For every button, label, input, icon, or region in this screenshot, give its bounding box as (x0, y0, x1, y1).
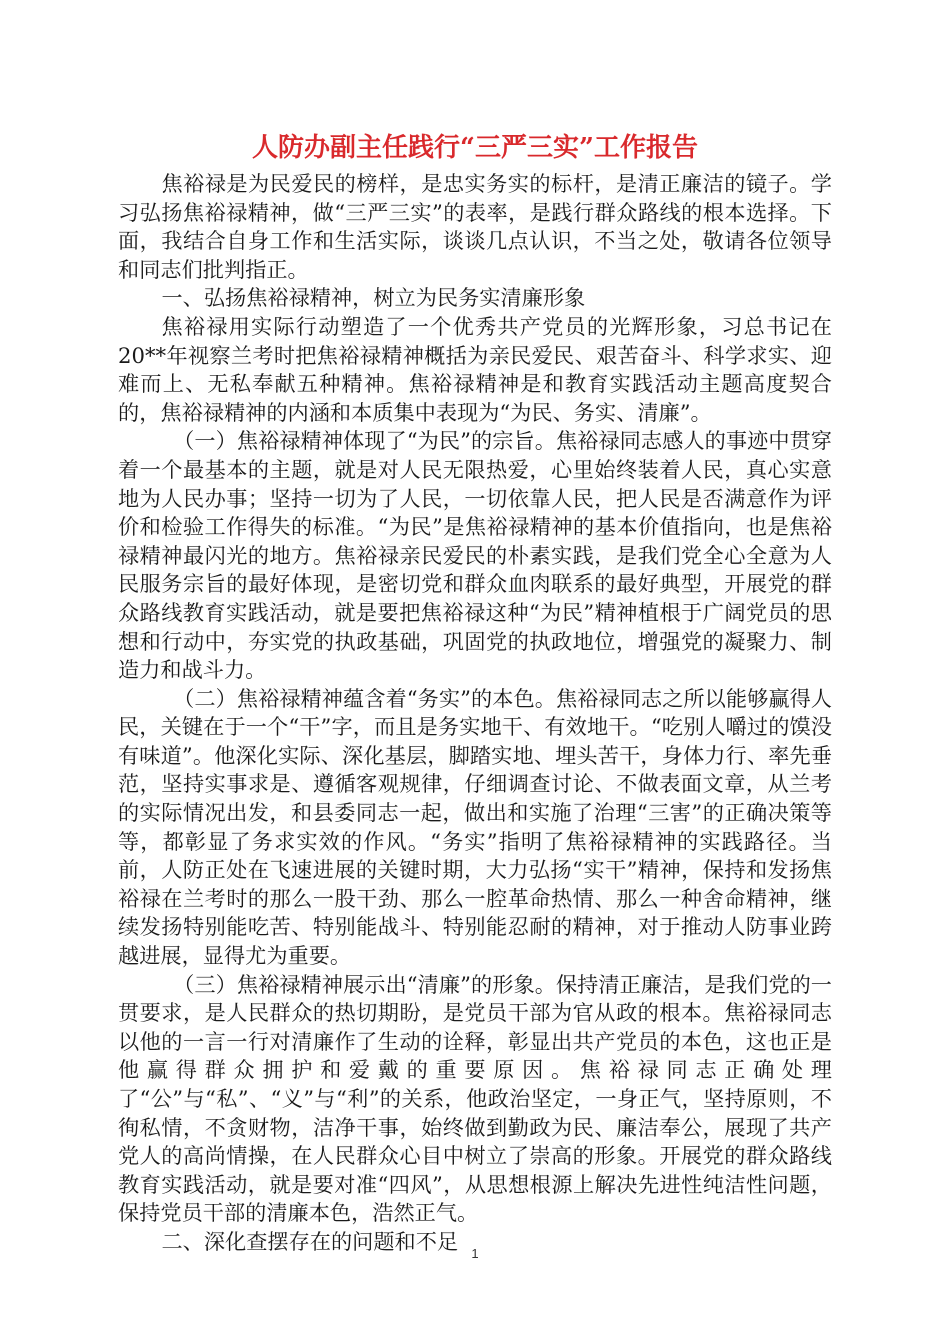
section-1-paragraph: 焦裕禄用实际行动塑造了一个优秀共产党员的光辉形象，习总书记在20**年视察兰考时把焦裕禄精神概括为亲民爱民、艰苦奋斗、科学求实、迎难而上、无私奉献五种精神。焦裕禄精神是和教育实践活动主题高度契合的，焦裕禄精神的内涵和本质集中表现为“为民、务实、清廉”。 (118, 313, 832, 425)
section-heading-1: 一、弘扬焦裕禄精神，树立为民务实清廉形象 (161, 285, 586, 311)
section-heading-2: 二、深化查摆存在的问题和不足 (161, 1228, 459, 1254)
document-title: 人防办副主任践行“三严三实”工作报告 (252, 133, 698, 163)
page-number: 1 (471, 1246, 479, 1261)
subsection-3-paragraph: （三）焦裕禄精神展示出“清廉”的形象。保持清正廉洁，是我们党的一贯要求，是人民群众的热切期盼，是党员干部为官从政的根本。焦裕禄同志以他的一言一行对清廉作了生动的诠释，彰显出共产党员的本色，这也正是他赢得群众拥护和爱戴的重要原因。焦裕禄同志正确处理了“公”与“私”、“义”与“利”的关系，他政治坚定，一身正气，坚持原则，不徇私情，不贪财物，洁净干事，始终做到勤政为民、廉洁奉公，展现了共产党人的高尚情操，在人民群众心目中树立了崇高的形象。开展党的群众路线教育实践活动，就是要对准“四风”，从思想根源上解决先进性纯洁性问题，保持党员干部的清廉本色，浩然正气。 (118, 971, 832, 1226)
intro-paragraph: 焦裕禄是为民爱民的榜样，是忠实务实的标杆，是清正廉洁的镜子。学习弘扬焦裕禄精神，做“三严三实”的表率，是践行群众路线的根本选择。下面，我结合自身工作和生活实际，谈谈几点认识，不当之处，敬请各位领导和同志们批判指正。 (118, 171, 832, 282)
document-body (118, 170, 832, 1257)
subsection-1-paragraph: （一）焦裕禄精神体现了“为民”的宗旨。焦裕禄同志感人的事迹中贯穿着一个最基本的主题，就是对人民无限热爱，心里始终装着人民，真心实意地为人民办事；坚持一切为了人民，一切依靠人民，把人民是否满意作为评价和检验工作得失的标准。“为民”是焦裕禄精神的基本价值指向，也是焦裕禄精神最闪光的地方。焦裕禄亲民爱民的朴素实践，是我们党全心全意为人民服务宗旨的最好体现，是密切党和群众血肉联系的最好典型，开展党的群众路线教育实践活动，就是要把焦裕禄这种“为民”精神植根于广阔党员的思想和行动中，夯实党的执政基础，巩固党的执政地位，增强党的凝聚力、制造力和战斗力。 (118, 428, 832, 683)
subsection-2-paragraph: （二）焦裕禄精神蕴含着“务实”的本色。焦裕禄同志之所以能够赢得人民，关键在于一个“干”字，而且是务实地干、有效地干。“吃别人嚼过的馍没有味道”。他深化实际、深化基层，脚踏实地、埋头苦干，身体力行、率先垂范，坚持实事求是、遵循客观规律，仔细调查讨论、不做表面文章，从兰考的实际情况出发，和县委同志一起，做出和实施了治理“三害”的正确决策等等，都彰显了务求实效的作风。“务实”指明了焦裕禄精神的实践路径。当前，人防正处在飞速进展的关键时期，大力弘扬“实干”精神，保持和发扬焦裕禄在兰考时的那么一股干劲、那么一腔革命热情、那么一种舍命精神，继续发扬特别能吃苦、特别能战斗、特别能忍耐的精神，对于推动人防事业跨越进展，显得尤为重要。 (118, 685, 832, 969)
